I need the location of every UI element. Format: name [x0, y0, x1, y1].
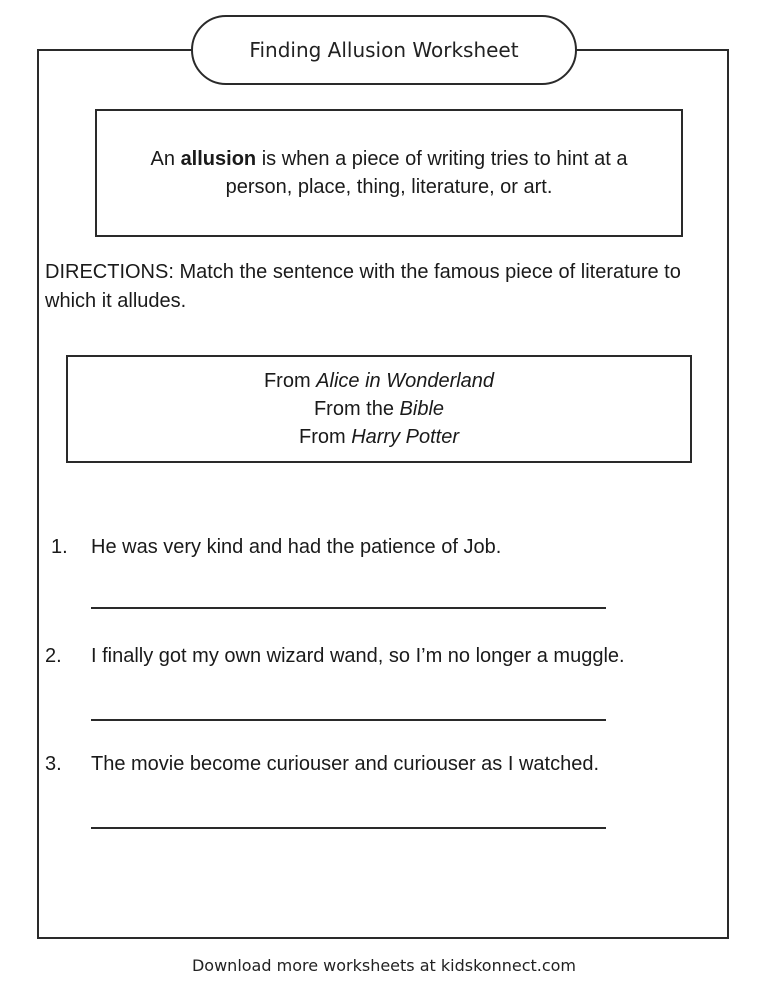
directions-text: DIRECTIONS: Match the sentence with the famous piece of literature to which it alludes.	[45, 261, 681, 312]
question-number: 2.	[45, 645, 62, 667]
choice-prefix: From the	[313, 398, 400, 420]
question-text: He was very kind and had the patience of Job.	[91, 536, 502, 558]
title-text: Finding Allusion Worksheet	[249, 38, 519, 62]
answer-line-1[interactable]	[91, 607, 606, 609]
choice-work: Alice in Wonderland	[316, 370, 495, 392]
footer-text: Download more worksheets at kidskonnect.com	[191, 956, 577, 975]
choice-work: Harry Potter	[351, 426, 460, 448]
choice-prefix: From	[298, 426, 352, 448]
definition-term: allusion	[180, 148, 257, 170]
question-number: 3.	[45, 753, 62, 775]
definition-prefix: An	[150, 148, 181, 170]
choices-box	[66, 355, 692, 463]
question-text: I finally got my own wizard wand, so I’m no longer a muggle.	[91, 645, 625, 667]
worksheet-title	[191, 15, 577, 85]
choice-prefix: From	[263, 370, 317, 392]
choice-item	[314, 395, 444, 423]
question-number: 1.	[51, 536, 68, 558]
choice-item	[264, 367, 494, 395]
question-text: The movie become curiouser and curiouser as I watched.	[91, 753, 600, 775]
definition-line-2: person, place, thing, literature, or art.	[225, 176, 553, 198]
answer-line-3[interactable]	[91, 827, 606, 829]
definition-rest: is when a piece of writing tries to hint at a	[256, 148, 628, 170]
definition-box	[95, 109, 683, 237]
choice-work: Bible	[399, 398, 445, 420]
definition-line-1	[151, 145, 628, 173]
choice-item	[299, 423, 459, 451]
answer-line-2[interactable]	[91, 719, 606, 721]
